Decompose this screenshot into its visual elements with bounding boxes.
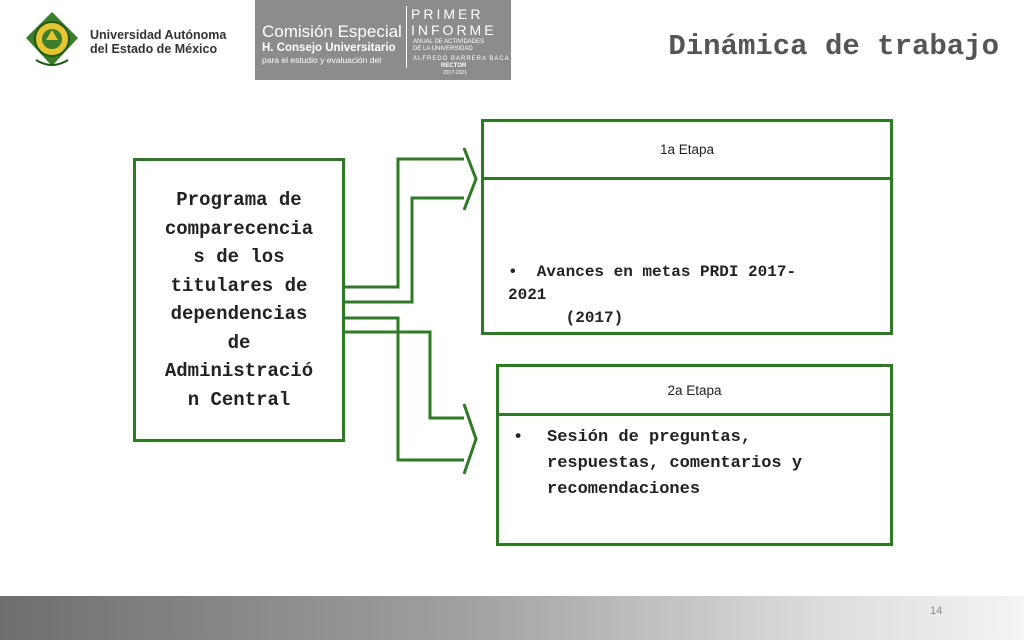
comision-line1: Comisión Especial: [262, 22, 402, 41]
connector-bottom: [345, 318, 464, 460]
uaem-name-line2: del Estado de México: [90, 42, 218, 56]
arrow-head-bottom: [464, 404, 476, 474]
informe-subtitle-2: DE LA UNIVERSIDAD: [413, 46, 473, 52]
comision-line3: para el estudio y evaluación del: [262, 55, 382, 65]
connector-top: [345, 159, 464, 287]
informe-subtitle-1: ANUAL DE ACTIVIDADES: [413, 39, 485, 45]
arrow-head-top: [464, 148, 476, 210]
connector-bottom-inner: [345, 332, 464, 418]
uaem-name-line1: Universidad Autónoma: [90, 28, 227, 42]
stage2-box: [496, 364, 893, 546]
stage2-bullet: •: [513, 428, 524, 447]
stage2-list: [513, 425, 873, 503]
informe-title: INFORME: [411, 22, 497, 38]
footer-bar: [0, 596, 1024, 640]
stage1-heading: 1a Etapa: [484, 122, 890, 180]
stage2-item-1: Sesión de preguntas, respuestas, comentarios y recomendaciones: [547, 428, 803, 499]
stage1-box: [481, 119, 893, 335]
stage2-heading: 2a Etapa: [499, 367, 890, 416]
program-box: [133, 158, 345, 442]
stage1-list: [508, 215, 796, 335]
informe-rector-name: ALFREDO BARRERA BACA: [413, 56, 510, 62]
informe-period: 2017-2021: [443, 70, 467, 76]
program-box-text: Programa de comparecencia s de los titulares de dependencias de Administració n Central: [164, 189, 314, 411]
comision-line2: H. Consejo Universitario: [262, 42, 396, 54]
informe-primer: PRIMER: [411, 6, 484, 22]
stage1-item-1: • Avances en metas PRDI 2017- 2021 (2017): [508, 263, 797, 327]
informe-rector-label: RECTOR: [441, 63, 467, 69]
slide-title: Dinámica de trabajo: [668, 30, 999, 63]
page-number: 14: [930, 605, 943, 617]
